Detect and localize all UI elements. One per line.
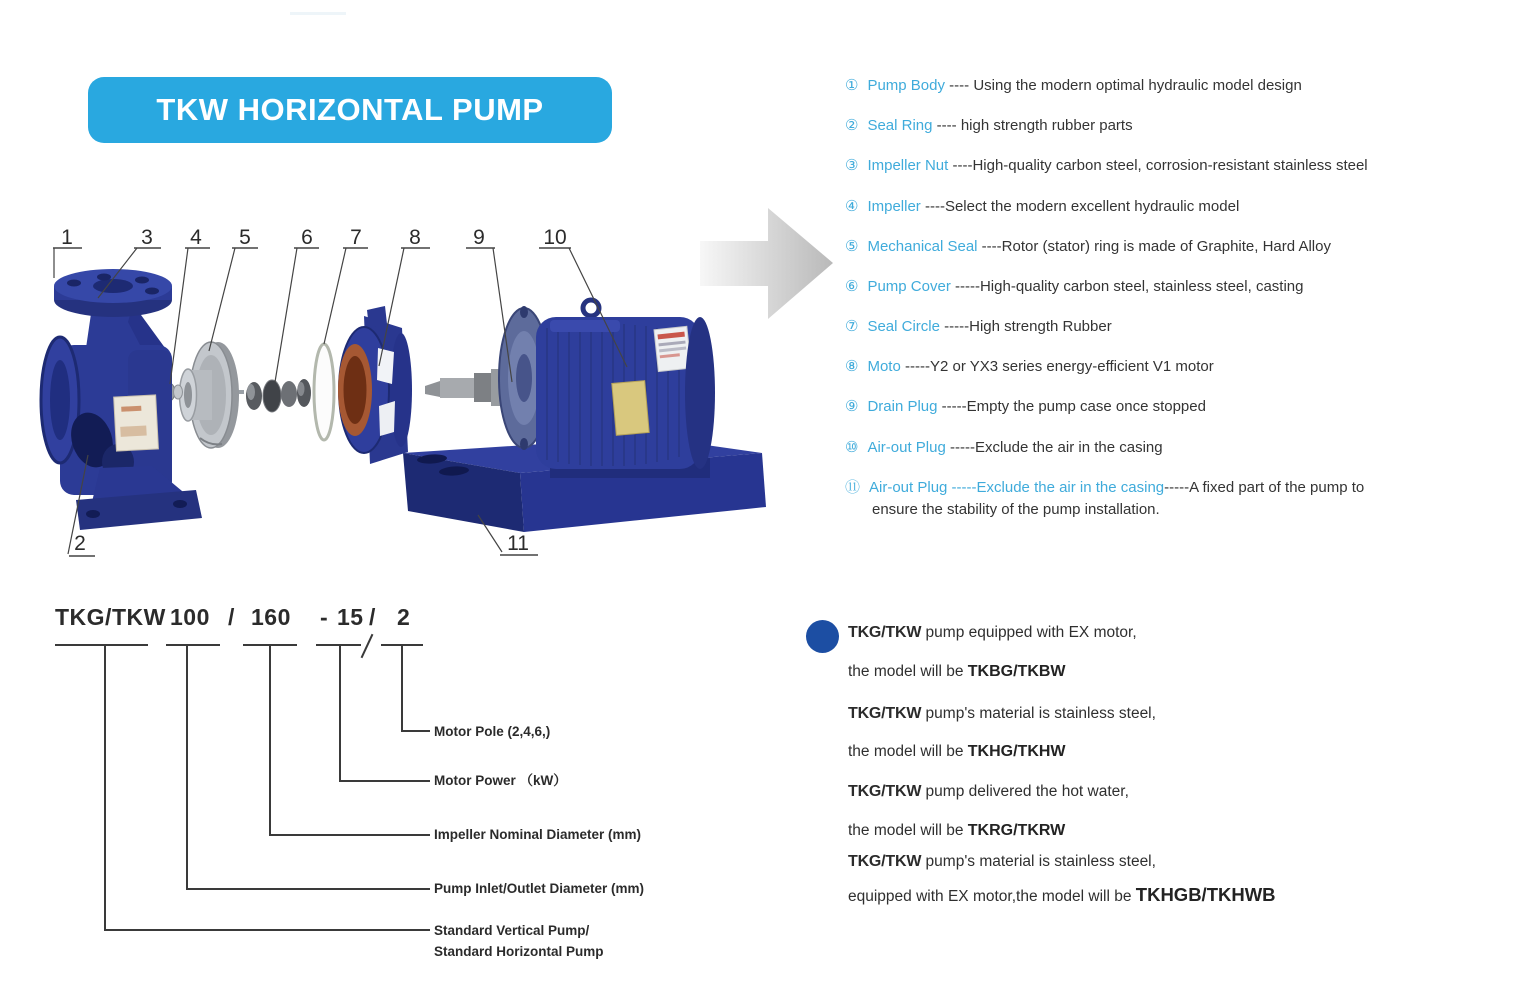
part-number-badge: ④ [845, 198, 859, 215]
part-number-label: 3 [141, 226, 153, 249]
model-code-label [434, 920, 604, 962]
part-description-wrap-line: ensure the stability of the pump installation. [872, 501, 1160, 518]
part-number-label: 1 [61, 226, 73, 249]
model-code-token: - [320, 604, 329, 630]
note-text: the model will be [848, 822, 968, 839]
note-line [848, 781, 1129, 803]
note-text: the model will be [848, 743, 968, 760]
part-number-label: 7 [350, 226, 362, 249]
part-name: Air-out Plug [869, 479, 948, 496]
note-lead: TKG/TKW [848, 783, 922, 800]
note-text: pump delivered the hot water, [921, 783, 1129, 800]
part-number-label: 10 [543, 226, 567, 249]
model-code-token: 15 [337, 604, 364, 630]
connector-line [104, 929, 430, 931]
part-number-label: 2 [74, 532, 86, 555]
part-list-item [845, 155, 1368, 177]
model-code-token: / [228, 604, 235, 630]
model-code-label-line: Standard Vertical Pump/ [434, 923, 590, 938]
connector-line [186, 888, 430, 890]
note-line [848, 661, 1066, 683]
model-code-label: Motor Power （kW） [434, 773, 567, 788]
part-description: ----Rotor (stator) ring is made of Graphite, Hard Alloy [977, 238, 1331, 255]
part-number-badge: ⑩ [845, 439, 859, 456]
part-list-item [845, 316, 1112, 338]
note-model-code: TKHGB/TKHWB [1135, 884, 1276, 905]
part-name: Impeller Nut [867, 157, 949, 174]
title-banner [88, 77, 612, 143]
connector-line [339, 780, 430, 782]
model-code-token: / [369, 604, 376, 630]
part-name: Air-out Plug [867, 439, 946, 456]
part-name: Mechanical Seal [867, 238, 978, 255]
part-list-item [845, 437, 1163, 459]
note-lead: TKG/TKW [848, 853, 922, 870]
underline-segment [55, 644, 148, 646]
part-number-badge: ⑧ [845, 358, 859, 375]
part-number-label: 9 [473, 226, 485, 249]
slash-divider [361, 634, 374, 658]
part-list-item [845, 196, 1239, 218]
connector-line [269, 834, 430, 836]
model-code-label: Impeller Nominal Diameter (mm) [434, 827, 642, 842]
part-number-label: 5 [239, 226, 251, 249]
scan-artifact [290, 12, 346, 15]
underline-segment [166, 644, 220, 646]
part-number-label: 6 [301, 226, 313, 249]
note-line [848, 851, 1156, 873]
part-description-highlight: -----Exclude the air in the casing [947, 479, 1165, 496]
part-number-badge: ⑪ [845, 479, 861, 496]
note-line [848, 741, 1066, 763]
part-number-badge: ② [845, 117, 859, 134]
part-number-badge: ③ [845, 157, 859, 174]
part-description: ---- high strength rubber parts [932, 117, 1133, 134]
part-name: Impeller [867, 198, 921, 215]
part-number-label: 11 [507, 532, 529, 555]
bullet-circle-icon [806, 620, 839, 653]
part-number-badge: ⑤ [845, 238, 859, 255]
connector-line [104, 644, 106, 931]
note-model-code: TKHG/TKHW [967, 743, 1066, 760]
part-description: -----Empty the pump case once stopped [937, 398, 1206, 415]
note-text: pump's material is stainless steel, [921, 853, 1156, 870]
note-model-code: TKBG/TKBW [967, 663, 1066, 680]
part-list-item [845, 356, 1214, 378]
part-list-item [845, 276, 1303, 298]
part-number-badge: ⑥ [845, 278, 859, 295]
part-name: Seal Ring [867, 117, 933, 134]
part-description: ---- Using the modern optimal hydraulic model design [945, 77, 1302, 94]
part-description: ----High-quality carbon steel, corrosion-resistant stainless steel [948, 157, 1368, 174]
note-lead: TKG/TKW [848, 705, 922, 722]
model-code-label-line: Standard Horizontal Pump [434, 944, 604, 959]
note-text: the model will be [848, 663, 968, 680]
part-number-badge: ① [845, 77, 859, 94]
part-description: -----Y2 or YX3 series energy-efficient V1 motor [900, 358, 1214, 375]
part-list-item [845, 477, 1364, 499]
model-code-token: TKG/TKW [55, 604, 166, 630]
note-line [848, 622, 1137, 644]
page-title: TKW HORIZONTAL PUMP [156, 92, 544, 127]
connector-line [401, 730, 430, 732]
note-text: pump equipped with EX motor, [921, 624, 1137, 641]
impeller-illustration [180, 342, 240, 448]
part-description: -----High strength Rubber [939, 318, 1112, 335]
mechanical-seal-illustration [234, 379, 311, 412]
part-description: -----A fixed part of the pump to [1164, 479, 1365, 496]
part-list-item [845, 75, 1302, 97]
note-model-code: TKRG/TKRW [967, 822, 1066, 839]
model-code-label: Motor Pole (2,4,6,) [434, 724, 551, 739]
note-line [848, 820, 1065, 842]
note-line [848, 884, 1276, 908]
model-code-token: 100 [170, 604, 210, 630]
note-line [848, 703, 1156, 725]
part-name: Drain Plug [867, 398, 938, 415]
pump-exploded-diagram [30, 200, 840, 580]
part-number-badge: ⑨ [845, 398, 859, 415]
connector-line [186, 644, 188, 890]
model-code-label: Pump Inlet/Outlet Diameter (mm) [434, 881, 645, 896]
note-text: pump's material is stainless steel, [921, 705, 1156, 722]
part-number-label: 8 [409, 226, 421, 249]
part-description: -----Exclude the air in the casing [945, 439, 1163, 456]
connector-line [339, 644, 341, 782]
part-name: Pump Cover [867, 278, 951, 295]
note-lead: TKG/TKW [848, 624, 922, 641]
part-list-item [845, 236, 1331, 258]
part-list-item [845, 115, 1133, 137]
part-description: -----High-quality carbon steel, stainless steel, casting [950, 278, 1304, 295]
part-name: Seal Circle [867, 318, 940, 335]
part-number-label: 4 [190, 226, 202, 249]
part-description: ----Select the modern excellent hydraulic model [920, 198, 1240, 215]
arrow-right-icon [700, 208, 833, 319]
model-code-token: 2 [397, 604, 411, 630]
pump-body-illustration [41, 269, 202, 530]
part-list-item [845, 396, 1206, 418]
part-name: Pump Body [867, 77, 945, 94]
pump-cover-illustration [338, 306, 412, 464]
connector-line [269, 644, 271, 836]
seal-circle-illustration [314, 344, 334, 440]
part-name: Moto [867, 358, 901, 375]
note-text: equipped with EX motor,the model will be [848, 888, 1136, 905]
part-number-badge: ⑦ [845, 318, 859, 335]
connector-line [401, 644, 403, 732]
model-code-token: 160 [251, 604, 291, 630]
